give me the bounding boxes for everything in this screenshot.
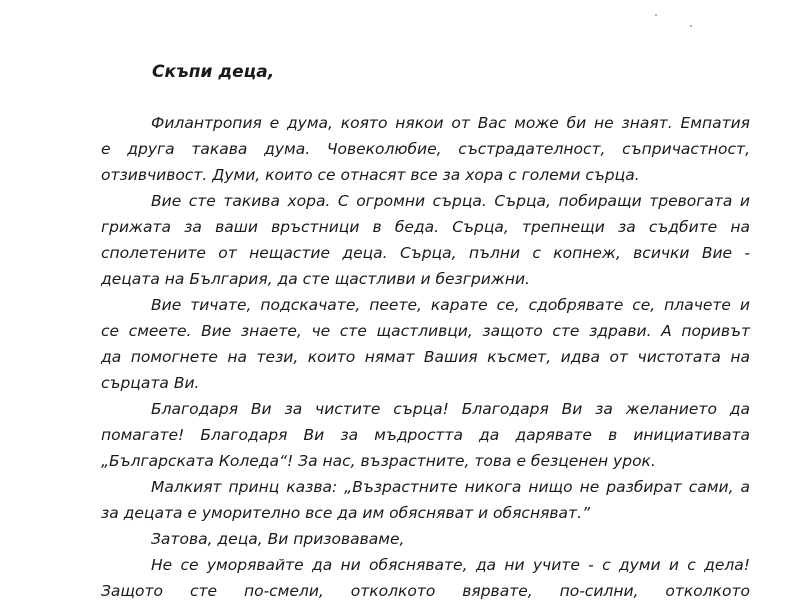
letter-line: сърцата Ви.: [101, 374, 200, 392]
letter-line: Затова, деца, Ви призоваваме,: [151, 530, 405, 548]
scan-speck: [690, 25, 692, 27]
cut-off-heading: [145, 0, 245, 3]
letter-line: помагате! Благодаря Ви за мъдростта да дарявате в инициативата: [101, 426, 750, 444]
letter-line: децата на България, да сте щастливи и безгрижни.: [101, 270, 530, 288]
scan-speck: [655, 14, 657, 16]
letter-line: Защото сте по-смели, отколкото вярвате, по-силни, отколкото: [101, 582, 750, 600]
letter-line: Не се уморявайте да ни обяснявате, да ни учите - с думи и с дела!: [151, 556, 750, 574]
letter-line: Вие сте такива хора. С огромни сърца. Сърца, побиращи тревогата и: [151, 192, 750, 210]
letter-line: да помогнете на тези, които нямат Вашия късмет, идва от чистотата на: [101, 348, 750, 366]
salutation: Скъпи деца,: [152, 62, 275, 82]
letter-line: сполетените от нещастие деца. Сърца, пълни с копнеж, всички Вие -: [101, 244, 750, 262]
letter-line: е друга такава дума. Човеколюбие, състрадателност, съпричастност,: [101, 140, 750, 158]
letter-line: Филантропия е дума, която някои от Вас може би не знаят. Емпатия: [151, 114, 750, 132]
letter-line: „Българската Коледа“! За нас, възрастните, това е безценен урок.: [101, 452, 656, 470]
letter-line: се смеете. Вие знаете, че сте щастливци, защото сте здрави. А поривът: [101, 322, 750, 340]
letter-line: Вие тичате, подскачате, пеете, карате се, сдобрявате се, плачете и: [151, 296, 750, 314]
letter-line: Благодаря Ви за чистите сърца! Благодаря Ви за желанието да: [151, 400, 750, 418]
letter-line: за децата е уморително все да им обясняват и обясняват.”: [101, 504, 591, 522]
letter-line: грижата за ваши връстници в беда. Сърца, трепнещи за съдбите на: [101, 218, 750, 236]
letter-line: отзивчивост. Думи, които се отнасят все за хора с големи сърца.: [101, 166, 640, 184]
letter-line: Малкият принц казва: „Възрастните никога нищо не разбират сами, а: [151, 478, 750, 496]
letter-body: [101, 110, 750, 604]
